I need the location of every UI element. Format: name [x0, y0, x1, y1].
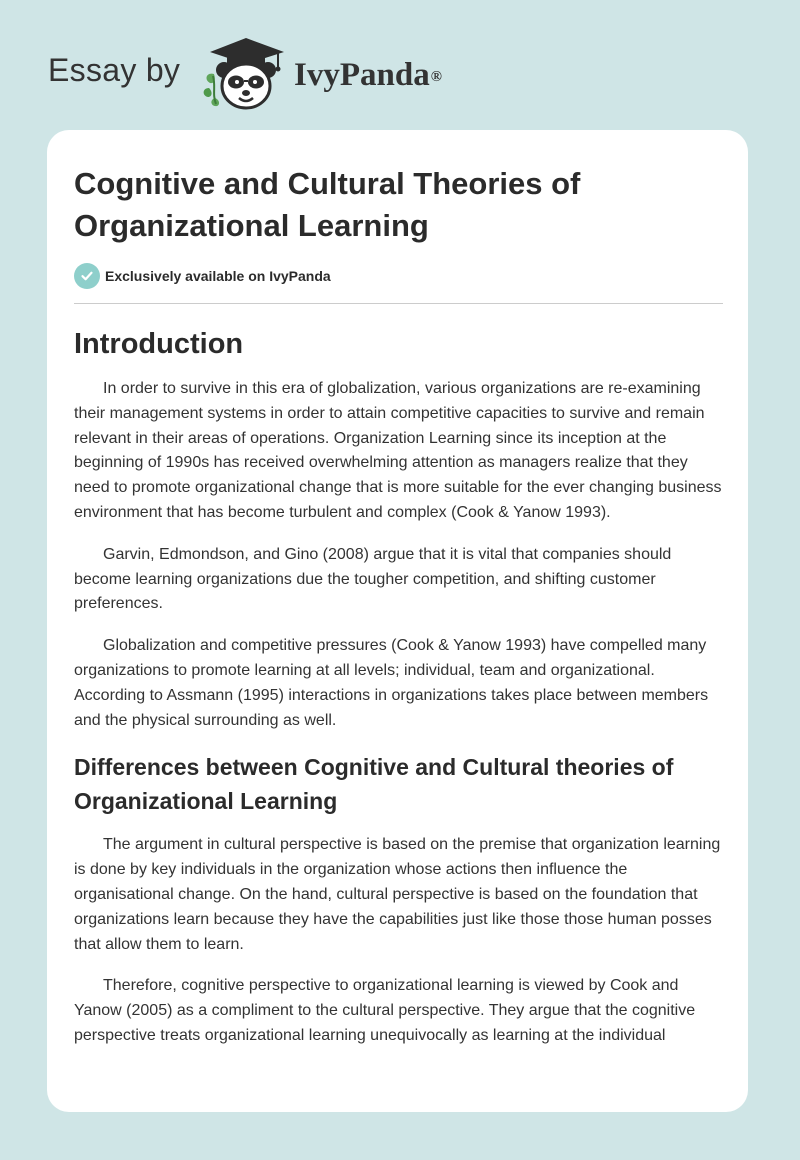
- exclusive-label: Exclusively available on IvyPanda: [105, 268, 331, 284]
- paragraph: Garvin, Edmondson, and Gino (2008) argue that it is vital that companies should become learning organizations due the tougher competition, and shifting customer preferences.: [74, 545, 672, 613]
- paragraph: Globalization and competitive pressures (Cook & Yanow 1993) have compelled many organizations to promote learning at all levels; individual, team and organizational. According to Assmann (1995) interactions in organizations takes place between members and the physical surrounding as well.: [74, 637, 709, 729]
- ivypanda-logo-icon[interactable]: [200, 36, 292, 112]
- brand-name[interactable]: [294, 55, 442, 95]
- section-heading-introduction: Introduction: [74, 328, 244, 360]
- checkmark-icon: [74, 263, 100, 289]
- exclusive-badge: [74, 262, 331, 290]
- paragraph: In order to survive in this era of globalization, various organizations are re-examining their management systems in order to attain competitive capacities to survive and remain relevant in their areas of operations. Organization Learning since its inception at the beginning of 1990s has received overwhelming attention as managers realize that they need to promote organizational change that is more suitable for the ever changing business environment that has become turbulent and complex (Cook & Yanow 1993).: [74, 380, 722, 521]
- paragraph: The argument in cultural perspective is based on the premise that organization learning is done by key individuals in the organization whose actions then influence the organisational change. On the hand, cultural perspective is based on the foundation that organizations learn because they have the capabilities just like those those human posses that allow them to learn.: [74, 836, 721, 953]
- site-header: [0, 0, 800, 130]
- registered-mark: ®: [430, 69, 442, 85]
- section-heading-differences: Differences between Cognitive and Cultural theories of Organizational Learning: [74, 754, 674, 815]
- title-divider: [74, 303, 723, 304]
- essay-card: [47, 130, 748, 1112]
- essay-body: [74, 326, 724, 1066]
- brand-wordmark: IvyPanda: [294, 57, 430, 93]
- essay-by-label: Essay by: [48, 52, 181, 88]
- essay-title: Cognitive and Cultural Theories of Organizational Learning: [74, 166, 581, 243]
- paragraph: Therefore, cognitive perspective to organizational learning is viewed by Cook and Yanow (2005) as a compliment to the cultural perspective. They argue that the cognitive perspective treats organizational learning unequivocally as learning at the individual: [74, 977, 696, 1044]
